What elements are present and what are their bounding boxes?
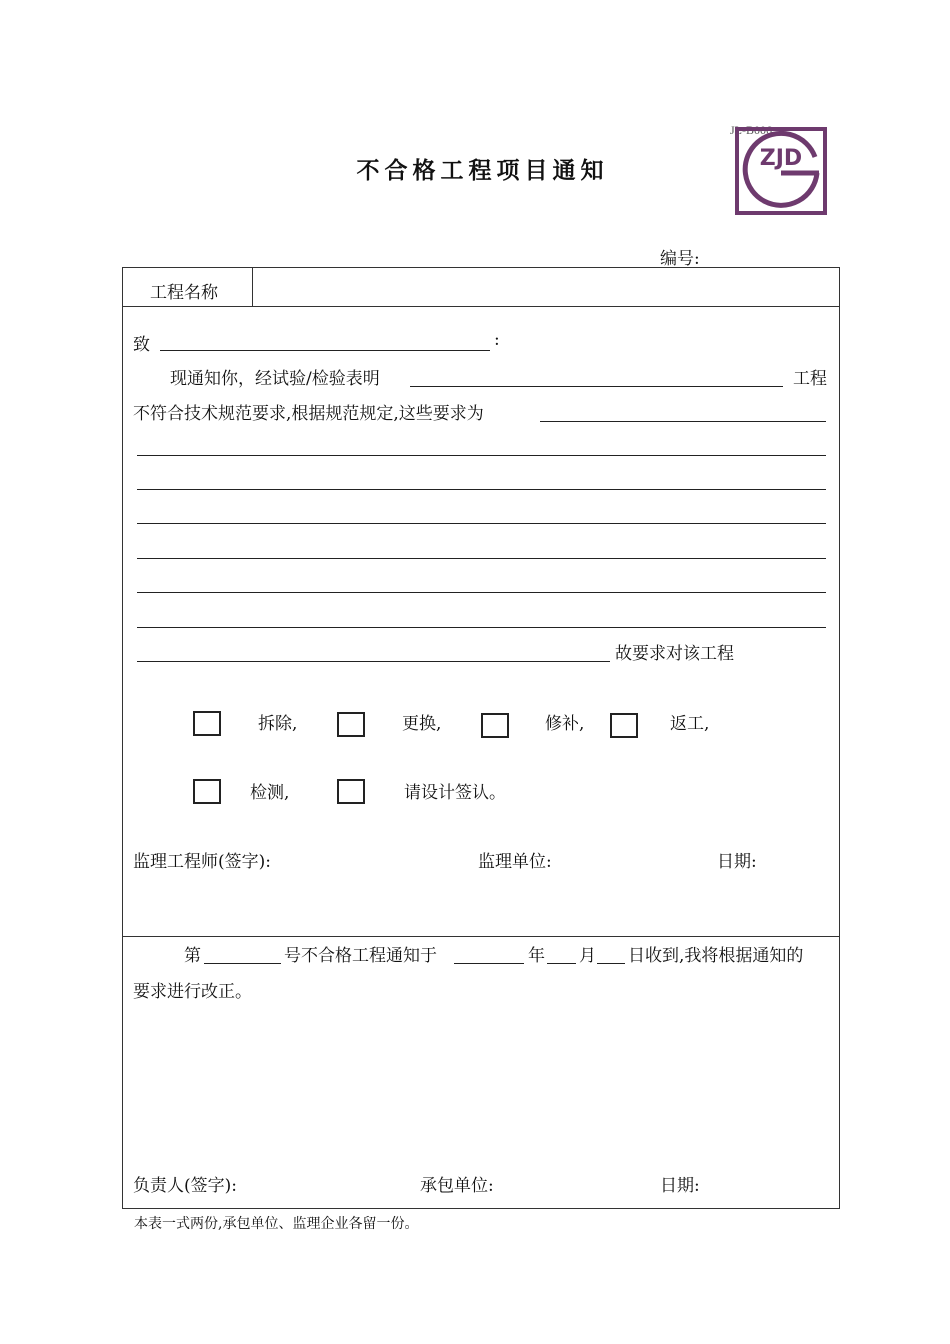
blank-line[interactable] <box>137 523 826 524</box>
page-title: 不合格工程项目通知 <box>356 157 609 184</box>
supervisor-date-label: 日期: <box>717 852 757 872</box>
blank-line[interactable] <box>137 558 826 559</box>
footer-note: 本表一式两份,承包单位、监理企业各留一份。 <box>134 1216 419 1232</box>
test-result-field[interactable] <box>410 386 783 387</box>
notice-number-field[interactable] <box>204 963 281 964</box>
year-label: 年 <box>528 946 545 966</box>
blank-line[interactable] <box>137 592 826 593</box>
notice-line-2: 不符合技术规范要求,根据规范规定,这些要求为 <box>133 404 484 424</box>
blank-line[interactable] <box>137 627 826 628</box>
receipt-month-field[interactable] <box>547 963 576 964</box>
project-name-label: 工程名称 <box>150 283 218 303</box>
replace-checkbox[interactable] <box>337 712 365 737</box>
inspect-checkbox[interactable] <box>193 779 221 804</box>
blank-line[interactable] <box>137 661 610 662</box>
repair-checkbox[interactable] <box>481 713 509 738</box>
repair-label: 修补, <box>545 714 585 734</box>
blank-line[interactable] <box>137 455 826 456</box>
logo-text: ZJD <box>759 146 803 171</box>
receipt-prefix: 第 <box>184 946 201 966</box>
receipt-year-field[interactable] <box>454 963 524 964</box>
design-signoff-label: 请设计签认。 <box>404 783 506 803</box>
contractor-unit-label: 承包单位: <box>420 1176 494 1196</box>
receipt-text-2: 日收到,我将根据通知的 <box>628 946 804 966</box>
receipt-text-1: 号不合格工程通知于 <box>284 946 437 966</box>
supervisor-signature-label: 监理工程师(签字): <box>133 852 271 872</box>
project-suffix: 工程 <box>793 369 827 389</box>
project-name-field[interactable] <box>254 268 838 306</box>
inspect-label: 检测, <box>250 783 290 803</box>
demolish-label: 拆除, <box>258 714 298 734</box>
supervisor-unit-label: 监理单位: <box>478 852 552 872</box>
serial-number-label: 编号: <box>660 249 700 269</box>
rework-checkbox[interactable] <box>610 713 638 738</box>
receipt-text-3: 要求进行改正。 <box>133 982 252 1002</box>
requirement-field[interactable] <box>540 421 826 422</box>
notice-line-1: 现通知你，经试验/检验表明 <box>170 369 380 389</box>
receipt-day-field[interactable] <box>597 963 625 964</box>
demand-text: 故要求对该工程 <box>615 644 734 664</box>
document-code: JL-B006 <box>730 123 772 137</box>
contractor-date-label: 日期: <box>660 1176 700 1196</box>
to-label: 致 <box>133 335 150 355</box>
row-divider <box>122 306 840 307</box>
column-divider <box>252 267 253 307</box>
demolish-checkbox[interactable] <box>193 711 221 736</box>
recipient-field[interactable] <box>160 350 490 351</box>
section-divider <box>122 936 840 937</box>
month-label: 月 <box>579 946 596 966</box>
colon: : <box>494 330 500 350</box>
blank-line[interactable] <box>137 489 826 490</box>
contractor-signature-label: 负责人(签字): <box>133 1176 237 1196</box>
replace-label: 更换, <box>402 714 442 734</box>
design-signoff-checkbox[interactable] <box>337 779 365 804</box>
rework-label: 返工, <box>670 714 710 734</box>
